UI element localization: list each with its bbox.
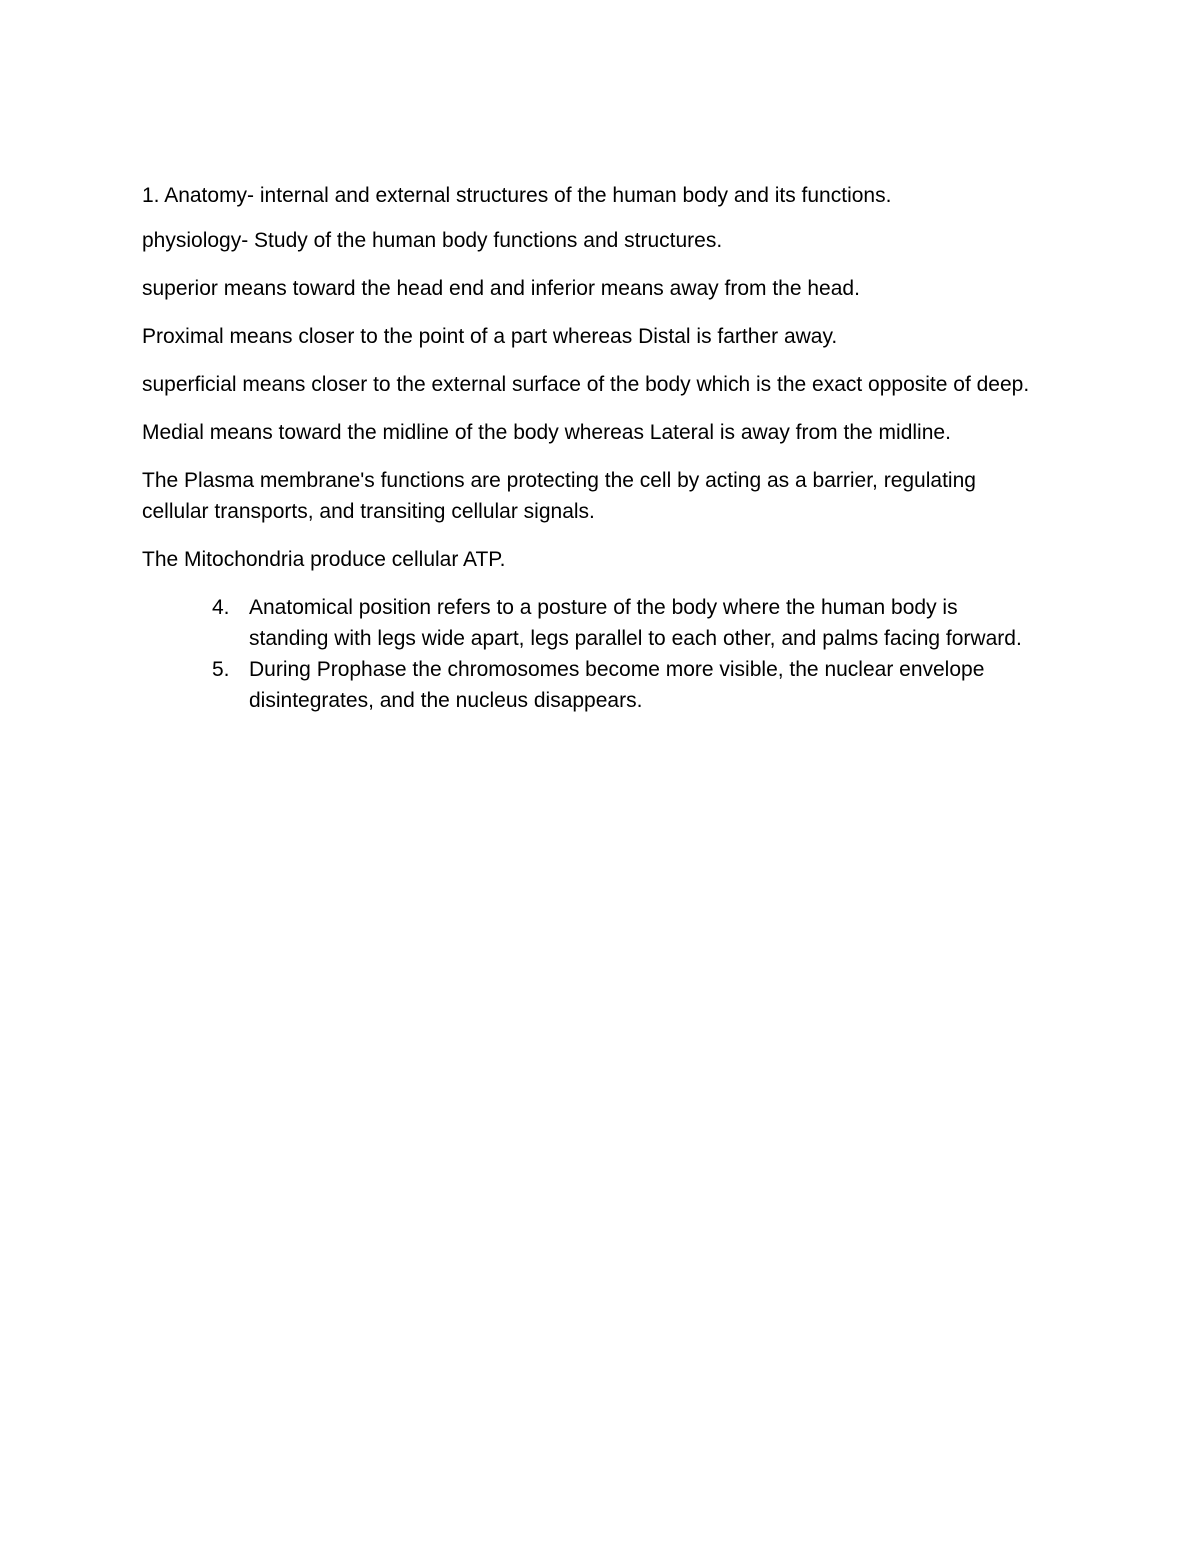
numbered-list	[142, 592, 1042, 716]
document-body	[142, 180, 1042, 716]
paragraph-anatomy: 1. Anatomy- internal and external structures of the human body and its functions.	[142, 184, 892, 207]
paragraph-proximal-distal: Proximal means closer to the point of a part whereas Distal is farther away.	[142, 325, 838, 348]
paragraph-superficial-deep: superficial means closer to the external surface of the body which is the exact opposite of deep.	[142, 373, 1030, 396]
paragraph-medial-lateral: Medial means toward the midline of the body whereas Lateral is away from the midline.	[142, 421, 951, 444]
list-item-text: During Prophase the chromosomes become more visible, the nuclear envelope disintegrates, and the nucleus disappears.	[249, 658, 985, 712]
paragraph-superior-inferior: superior means toward the head end and inferior means away from the head.	[142, 277, 860, 300]
list-item-number: 5.	[212, 658, 230, 681]
list-item-text: Anatomical position refers to a posture of the body where the human body is standing with legs wide apart, legs parallel to each other, and palms facing forward.	[249, 596, 1022, 650]
list-item-number: 4.	[212, 596, 230, 619]
paragraph-plasma-membrane: The Plasma membrane's functions are protecting the cell by acting as a barrier, regulating cellular transports, and transiting cellular signals.	[142, 469, 976, 523]
list-item	[142, 592, 1042, 654]
list-item	[142, 654, 1042, 716]
paragraph-mitochondria: The Mitochondria produce cellular ATP.	[142, 548, 506, 571]
paragraph-physiology: physiology- Study of the human body functions and structures.	[142, 229, 723, 252]
